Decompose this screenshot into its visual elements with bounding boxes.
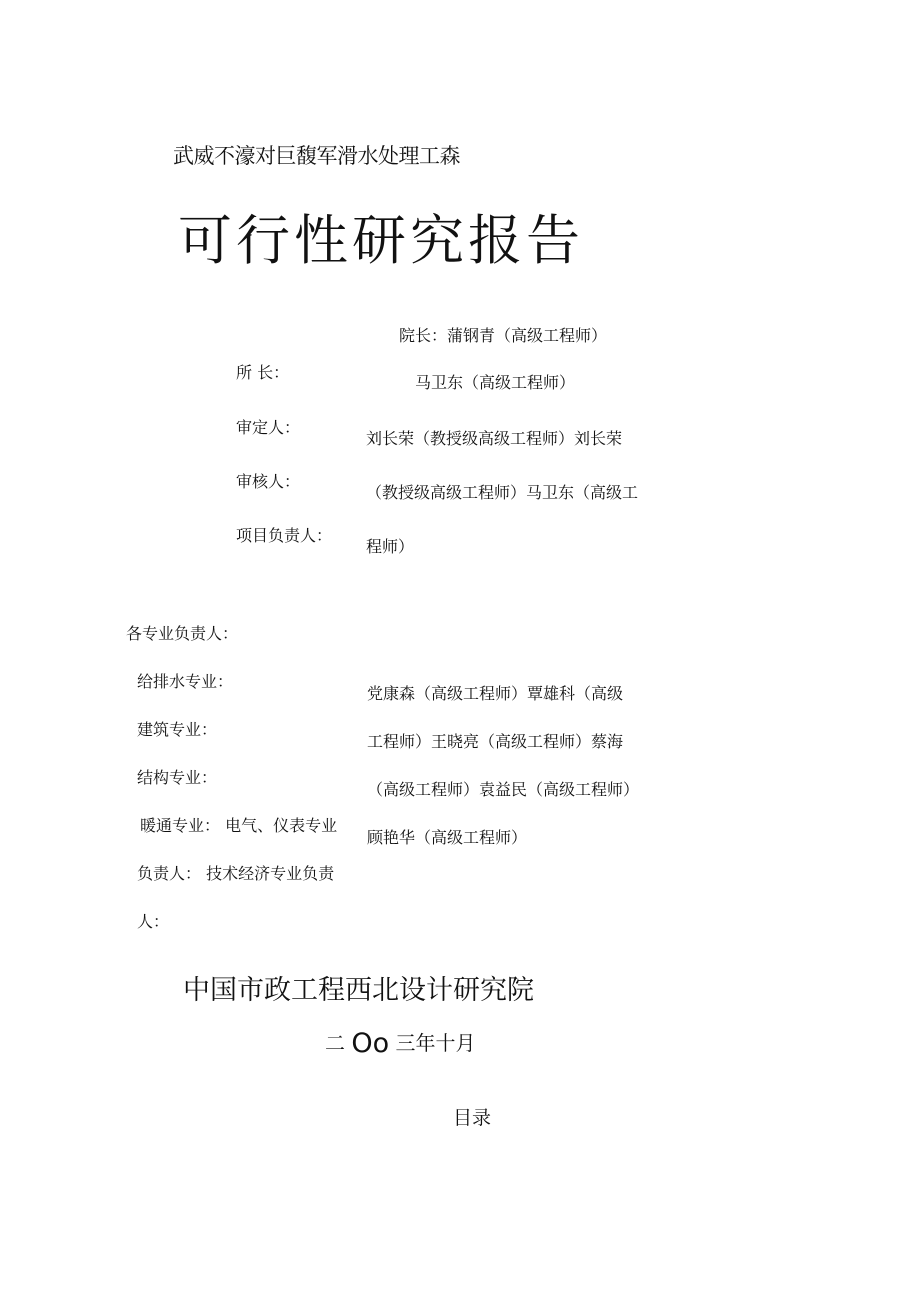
project-lead-label: 项目负责人：: [236, 526, 333, 545]
discipline-label: 给排水专业：: [137, 672, 234, 691]
staff-line: （教授级高级工程师）马卫东（高级工: [366, 483, 639, 502]
toc-heading: 目录: [453, 1107, 492, 1129]
staff-line: 程师）: [366, 537, 415, 556]
report-date: [325, 1027, 476, 1059]
discipline-label: 建筑专业：: [137, 720, 218, 739]
report-title: 可行性研究报告: [178, 209, 584, 272]
date-prefix: 二: [325, 1031, 345, 1055]
discipline-label: 结构专业：: [137, 768, 218, 787]
staff-line: 刘长荣（教授级高级工程师）刘长荣: [366, 429, 623, 448]
date-zeros: Oo: [351, 1028, 390, 1059]
discipline-label: 人：: [137, 912, 170, 931]
discipline-people-line: 工程师）王晓亮（高级工程师）蔡海: [367, 732, 624, 751]
discipline-people-line: 党康森（高级工程师）覃雄科（高级: [367, 684, 624, 703]
director-label: 所 长：: [236, 363, 290, 382]
project-name: 武威不濠对巨馥军滑水处理工森: [173, 144, 460, 168]
dean-line: 院长：蒲钢青（高级工程师）: [399, 326, 608, 345]
organization-name: 中国市政工程西北设计研究院: [183, 975, 534, 1006]
discipline-label: 负责人： 技术经济专业负责: [137, 864, 335, 883]
director-value: 马卫东（高级工程师）: [415, 373, 576, 392]
reviewer-label: 审核人：: [236, 472, 301, 491]
approver-label: 审定人：: [236, 418, 301, 437]
discipline-label: 暖通专业： 电气、仪表专业: [140, 816, 338, 835]
date-suffix: 三年十月: [395, 1031, 476, 1055]
discipline-people-line: 顾艳华（高级工程师）: [367, 828, 528, 847]
discipline-people-line: （高级工程师）袁益民（高级工程师）: [367, 780, 640, 799]
disciplines-heading: 各专业负责人：: [126, 624, 239, 643]
